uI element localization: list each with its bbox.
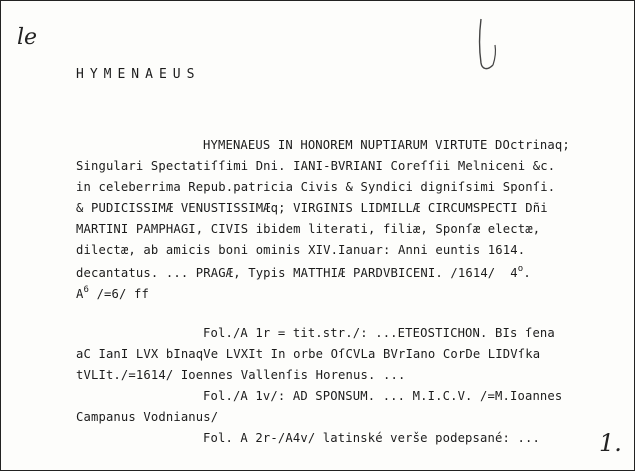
format-suffix: . [523,266,531,280]
collation-prefix: A [76,287,84,301]
imprint-text: decantatus. ... PRAGÆ, Typis MATTHIÆ PARDVBICENI. /1614/ 4 [76,266,518,280]
note-line-5: Campanus Vodnianus/ [76,410,219,424]
note-line-3: tVLIt./=1614/ Ioennes Vallenſis Horenus. ... [76,368,406,382]
format-superscript: o [517,264,524,274]
card-heading: HYMENAEUS [76,67,201,82]
collation-rest: /=6/ ff [89,287,149,301]
description-line-5: MARTINI PAMPHAGI, CIVIS ibidem literati, filiæ, Sponſæ electæ, [76,222,541,236]
collation-superscript: 6 [83,285,90,295]
description-line-2: Singulari Spectatiſſimi Dni. IANI-BVRIANI Coreſſii Melniceni &c. [76,159,556,173]
collation-line [76,285,149,301]
handwritten-mark-top: le [17,25,38,50]
note-line-1: Fol./A 1r = tit.str./: ...ETEOSTICHON. BIs ſena [203,326,555,340]
note-line-4: Fol./A 1v/: AD SPONSUM. ... M.I.C.V. /=M.Ioannes [203,389,563,403]
description-line-3: in celeberrima Repub.patricia Civis & Syndici digniſsimi Sponſi. [76,180,556,194]
description-line-4: & PUDICISSIMÆ VENUSTISSIMÆq; VIRGINIS LIDMILLÆ CIRCUMSPECTI Dñi [76,201,548,215]
description-line-1: HYMENAEUS IN HONOREM NUPTIARUM VIRTUTE DOctrinaq; [203,138,570,152]
handwritten-scribble [469,15,503,75]
description-line-6: dilectæ, ab amicis boni ominis XIV.Ianuar: Anni euntis 1614. [76,243,526,257]
note-line-2: aC IanI LVX bInaqVe LVXIt In orbe OſCVLa BVrIano CorDe LIDVſka [76,347,541,361]
description-line-7 [76,264,531,280]
note-line-6: Fol. A 2r-/A4v/ latinské verše podepsané: ... [203,431,540,445]
handwritten-mark-bottom: 1. [599,429,622,457]
